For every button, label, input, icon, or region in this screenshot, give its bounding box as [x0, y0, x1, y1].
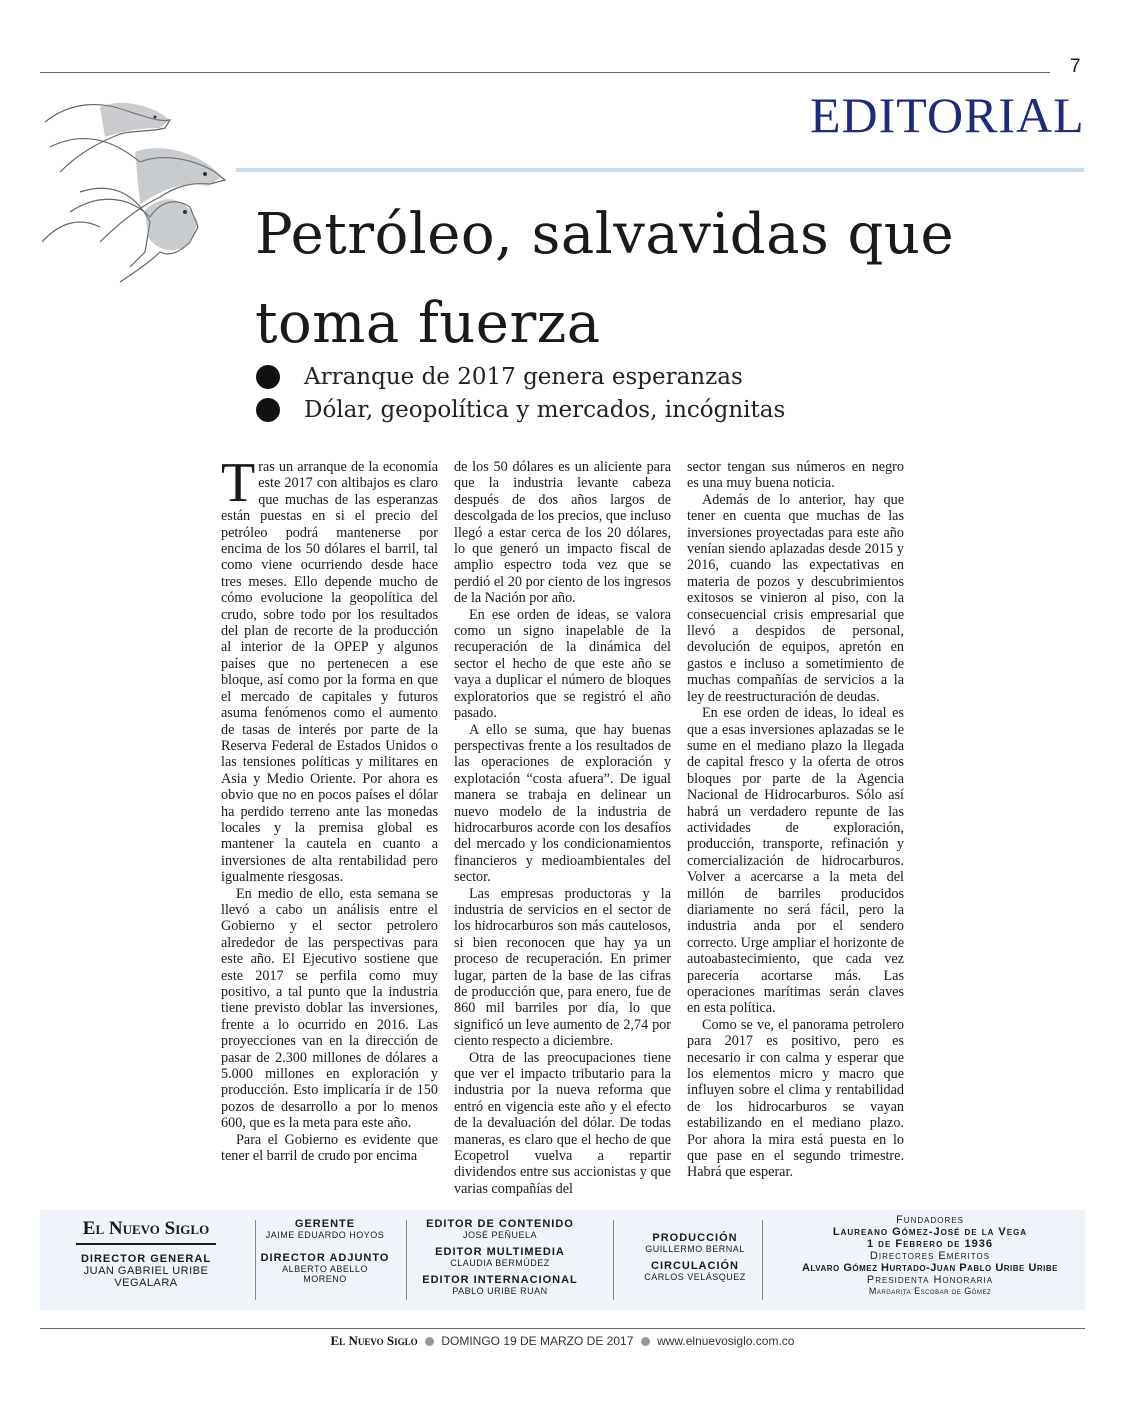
- article-paragraph: sector tengan sus números en negro es una muy buena noticia.: [687, 459, 904, 492]
- masthead-divider: [406, 1220, 407, 1300]
- article-column-2: [454, 459, 671, 1197]
- separator-dot-icon: [641, 1337, 650, 1346]
- headline: Petróleo, salvavidas que toma fuerza: [255, 202, 955, 356]
- masthead-management: GERENTE JAIME EDUARDO HOYOS DIRECTOR ADJUNTO ALBERTO ABELLO MORENO: [260, 1218, 390, 1284]
- footer-url[interactable]: www.elnuevosiglo.com.co: [657, 1334, 795, 1348]
- horses-illustration: [40, 92, 232, 287]
- article-paragraph: Las empresas productoras y la industria de servicios en el sector de los hidrocarburos son más cautelosos, si bien reconocen que hay ya un proceso de recuperación. En primer lugar, parten de la base de las cifras de producción que, para enero, fue de 860 mil barriles por día, lo que significó un leve aumento de 2,74 por ciento respecto a diciembre.: [454, 885, 671, 1050]
- masthead-editors: EDITOR DE CONTENIDO JOSÉ PEÑUELA EDITOR MULTIMEDIA CLAUDIA BERMÚDEZ EDITOR INTERNACIONAL PABLO URIBE RUAN: [422, 1218, 578, 1296]
- article-paragraph: Otra de las preocupaciones tiene que ver el impacto tributario para la industria por la nueva reforma que entró en vigencia este año y el efecto de la devaluación del dólar. De todas maneras, es claro que el hecho de que Ecopetrol vuelva a repartir dividendos entre sus accionistas y que varias compañías del: [454, 1049, 671, 1197]
- director-general-name: JUAN GABRIEL URIBE VEGALARA: [83, 1265, 209, 1289]
- article-paragraph: En medio de ello, esta semana se llevó a cabo un análisis entre el Gobierno y el sector petrolero alrededor de las perspectivas para este año. El Ejecutivo sostiene que este 2017 se perfila como muy positivo, a tal punto que la industria tiene previsto doblar las inversiones, frente a lo ocurrido en 2016. Las proyecciones van en la dirección de pasar de 2.300 millones de dólares a 5.000 millones en exploración y producción. Esto implicaría ir de 150 pozos de desarrollo a por lo menos 600, que es la meta para este año.: [221, 885, 438, 1132]
- top-rule: [40, 72, 1050, 73]
- drop-cap: T: [221, 452, 256, 514]
- footer-paper-name: El Nuevo Siglo: [330, 1333, 418, 1348]
- masthead-brand: [60, 1218, 232, 1289]
- article-paragraph: Además de lo anterior, hay que tener en cuenta que muchas de las inversiones proyectadas para este año venían siendo aplazadas desde 2015 y 2016, cuando las expectativas en materia de pozos y descubrimientos exitosos se vinieron al piso, con la consecuencial crisis empresarial que llevó a despidos de personal, devolución de equipos, apretón en gastos e incluso a sometimiento de muchas compañías de servicios a la ley de reestructuración de deudas.: [687, 491, 904, 705]
- article-paragraph: Tras un arranque de la economía este 2017 con altibajos es claro que muchas de las esperanzas están puestas en si el precio del petróleo podrá mantenerse por encima de los 50 dólares el barril, tal como viene ocurriendo desde hace tres meses. Ello depende mucho de cómo evolucione la geopolítica del crudo, sobre todo por los resultados del plan de recorte de la producción al interior de la OPEP y algunos países que no pertenecen a ese bloque, así como por la forma en que el mercado de capitales y futuros asuma fenómenos como el aumento de tasas de interés por parte de la Reserva Federal de Estados Unidos o las tensiones políticas y militares en Asia y Medio Oriente. Por ahora es obvio que no en pocos países el dólar ha perdido terreno ante las monedas locales y la premisa global es mantener la cautela en cuanto a inversiones de alta rentabilidad pero igualmente riesgosas.: [221, 452, 438, 886]
- article-paragraph: de los 50 dólares es un aliciente para que la industria levante cabeza después de dos años largos de descolgada de los precios, que incluso llegó a estar cerca de los 20 dólares, lo que generó un impacto fiscal de amplio espectro toda vez que se perdió el 20 por ciento de los ingresos de la Nación por año.: [454, 459, 671, 607]
- article-paragraph: En ese orden de ideas, lo ideal es que a esas inversiones aplazadas se le sume en el mediano plazo la llegada de capital fresco y la oferta de otros bloques por parte de la Agencia Nacional de Hidrocarburos. Sólo así habrá un verdadero repunte de las actividades de exploración, producción, transporte, refinación y comercialización de hidrocarburos. Volver a acercarse a la meta del millón de barriles producidos diariamente no será fácil, pero la industria anda por el sendero correcto. Urge ampliar el horizonte de autoabastecimiento, que cada vez parecería acortarse más. Las operaciones marítimas serán claves en esta política.: [687, 705, 904, 1017]
- bottom-rule: [40, 1328, 1085, 1329]
- section-rule: [236, 168, 1084, 172]
- page-footer: [0, 1333, 1125, 1349]
- masthead-divider: [613, 1220, 614, 1300]
- bullet-icon: [256, 365, 280, 389]
- masthead-divider: [762, 1220, 763, 1300]
- subhead-1: Arranque de 2017 genera esperanzas: [256, 364, 743, 390]
- masthead: [40, 1210, 1085, 1310]
- masthead-divider: [255, 1220, 256, 1300]
- masthead-production: PRODUCCIÓN GUILLERMO BERNAL CIRCULACIÓN CARLOS VELÁSQUEZ: [644, 1232, 746, 1282]
- bullet-icon: [256, 398, 280, 422]
- masthead-founders: Fundadores Laureano Gómez-José de la Vega 1 de Febrero de 1936 Directores Eméritos Alvaro Gómez Hurtado-Juan Pablo Uribe Uribe Presidenta Honoraria Margarita Escobar de Gómez: [802, 1214, 1058, 1296]
- article-column-1: [221, 452, 438, 1165]
- article-paragraph: En ese orden de ideas, se valora como un signo inapelable de la recuperación de la dinámica del sector el hecho de que este año se vaya a duplicar el número de bloques exploratorios que se registró el año pasado.: [454, 606, 671, 722]
- separator-dot-icon: [425, 1337, 434, 1346]
- page-number: 7: [1070, 56, 1081, 77]
- article-column-3: [687, 459, 904, 1181]
- director-general-label: DIRECTOR GENERAL: [80, 1253, 212, 1265]
- article-paragraph: Como se ve, el panorama petrolero para 2017 es positivo, pero es necesario ir con calma y esperar que los elementos micro y macro que influyen sobre el clima y rentabilidad de los hidrocarburos se vayan estabilizando en el mediano plazo. Por ahora la mira está puesta en lo que pase en el segundo trimestre. Habrá que esperar.: [687, 1016, 904, 1181]
- article-paragraph: Para el Gobierno es evidente que tener el barril de crudo por encima: [221, 1131, 438, 1165]
- footer-date: DOMINGO 19 DE MARZO DE 2017: [441, 1334, 634, 1348]
- logo-rule: [76, 1243, 216, 1245]
- paper-logo: El Nuevo Siglo: [82, 1218, 210, 1239]
- section-title: EDITORIAL: [810, 87, 1085, 143]
- subhead-2: Dólar, geopolítica y mercados, incógnitas: [256, 397, 785, 423]
- article-paragraph: A ello se suma, que hay buenas perspectivas frente a los resultados de las operaciones de exploración y explotación “costa afuera”. De igual manera se trabaja en delinear un nuevo modelo de la industria de hidrocarburos acorde con los desafíos del mercado y los condicionamientos financieros y medioambientales del sector.: [454, 721, 671, 886]
